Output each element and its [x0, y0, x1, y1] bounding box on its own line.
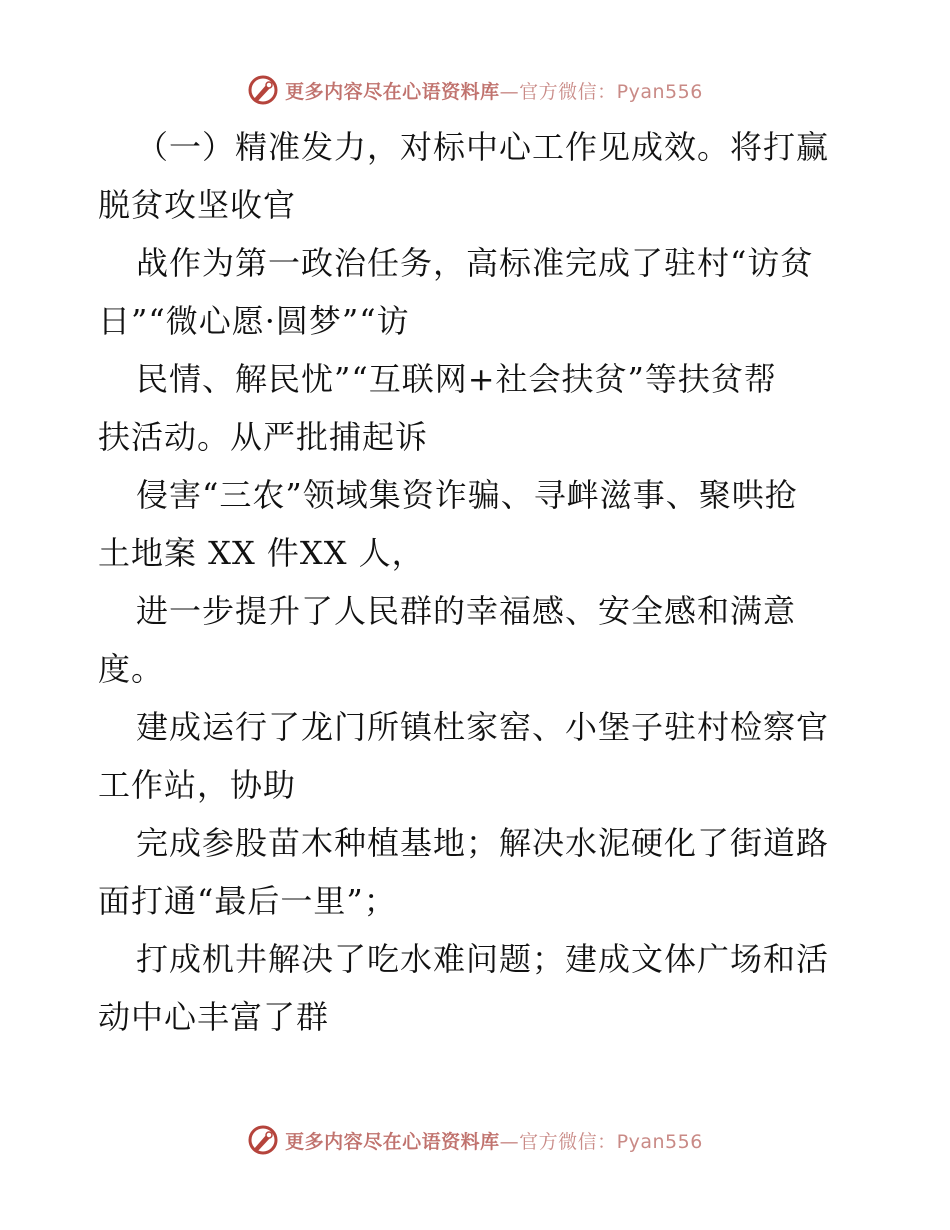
paragraph-line: （一）精准发力，对标中心工作见成效。将打赢 — [136, 128, 830, 166]
footer-banner-text — [285, 1127, 703, 1154]
pen-seal-logo-icon — [247, 74, 279, 106]
paragraph-line: 工作站，协助 — [98, 766, 297, 804]
paragraph-line: 度。 — [98, 650, 165, 688]
paragraph-line: 土地案 XX 件XX 人， — [98, 534, 425, 572]
header-suffix: —官方微信：Pyan556 — [499, 80, 703, 103]
paragraph-line: 日”“微心愿·圆梦”“访 — [98, 302, 410, 340]
header-banner — [0, 70, 950, 110]
document-body — [98, 118, 858, 1046]
paragraph-line: 建成运行了龙门所镇杜家窑、小堡子驻村检察官 — [136, 708, 830, 746]
paragraph-line: 扶活动。从严批捕起诉 — [98, 418, 429, 456]
pen-seal-logo-icon — [247, 1124, 279, 1156]
footer-suffix: —官方微信：Pyan556 — [499, 1130, 703, 1153]
paragraph-line: 战作为第一政治任务，高标准完成了驻村“访贫 — [136, 244, 814, 282]
paragraph-line: 动中心丰富了群 — [98, 998, 330, 1036]
header-brand: 更多内容尽在心语资料库 — [285, 80, 500, 103]
paragraph-line: 脱贫攻坚收官 — [98, 186, 297, 224]
paragraph-line: 打成机井解决了吃水难问题；建成文体广场和活 — [136, 940, 830, 978]
footer-banner — [0, 1120, 950, 1160]
paragraph-line: 面打通“最后一里”； — [98, 882, 397, 920]
footer-brand: 更多内容尽在心语资料库 — [285, 1130, 500, 1153]
header-banner-text — [285, 77, 703, 104]
paragraph-line: 进一步提升了人民群的幸福感、安全感和满意 — [136, 592, 797, 630]
paragraph-line: 侵害“三农”领域集资诈骗、寻衅滋事、聚哄抢 — [136, 476, 798, 514]
paragraph-line: 民情、解民忧”“互联网+社会扶贫”等扶贫帮 — [136, 360, 777, 398]
paragraph-line: 完成参股苗木种植基地；解决水泥硬化了街道路 — [136, 824, 830, 862]
